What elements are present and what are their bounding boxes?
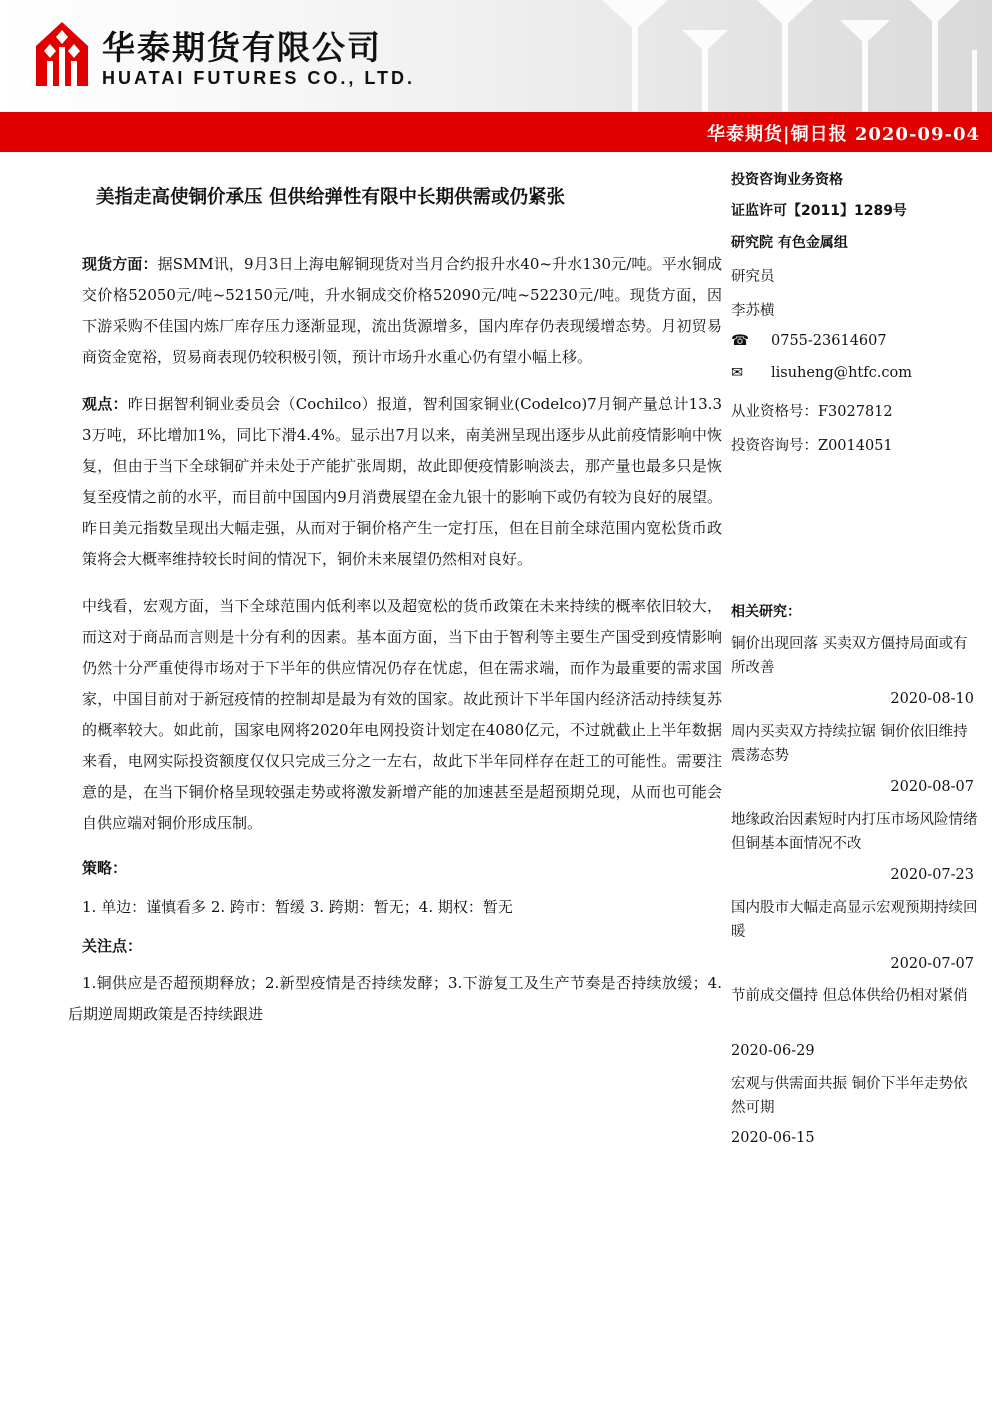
related-item-date: 2020-07-23	[890, 867, 974, 883]
related-item-title[interactable]: 国内股市大幅走高显示宏观预期持续回暖	[731, 900, 978, 940]
view-paragraph	[82, 389, 722, 575]
company-name-cn: 华泰期货有限公司	[102, 28, 382, 67]
related-heading: 相关研究：	[731, 604, 801, 620]
related-item-date: 2020-08-07	[890, 779, 974, 795]
report-tag: 华泰期货|铜日报 2020-09-04	[707, 124, 980, 145]
phone-number: 0755-23614607	[771, 333, 887, 349]
report-title: 美指走高使铜价承压 但供给弹性有限中长期供需或仍紧张	[96, 187, 565, 208]
spot-text: 据SMM讯，9月3日上海电解铜现货对当月合约报升水40~升水130元/吨。平水铜成交价格52050元/吨~52150元/吨，升水铜成交价格52090元/吨~52230元/吨。现货方面，因下游采购不佳国内炼厂库存压力逐渐显现，流出货源增多，国内库存仍表现缓增态势。月初贸易商资金宽裕，贸易商表现仍较积极引领，预计市场升水重心仍有望小幅上移。	[82, 255, 722, 366]
company-name-en: HUATAI FUTURES CO., LTD.	[102, 68, 415, 88]
related-item-title[interactable]: 宏观与供需面共振 铜价下半年走势依然可期	[731, 1076, 968, 1116]
related-item-title[interactable]: 节前成交僵持 但总体供给仍相对紧俏	[731, 988, 968, 1004]
related-item-title[interactable]: 铜价出现回落 买卖双方僵持局面或有所改善	[731, 636, 968, 676]
institute: 研究院 有色金属组	[731, 235, 848, 251]
qualification: 投资咨询业务资格	[731, 172, 843, 188]
mid-text: 中线看，宏观方面，当下全球范围内低利率以及超宽松的货币政策在未来持续的概率依旧较大，而这对于商品而言则是十分有利的因素。基本面方面，当下由于智利等主要生产国受到疫情影响仍然十分严重使得市场对于下半年的供应情况仍存在忧虑，但在需求端，而作为最重要的需求国家，中国目前对于新冠疫情的控制却是最为有效的国家。故此预计下半年国内经济活动持续复苏的概率较大。如此前，国家电网将2020年电网投资计划定在4080亿元，不过就截止上半年数据来看，电网实际投资额度仅仅只完成三分之一左右，故此下半年同样存在赶工的可能性。需要注意的是，在当下铜价格呈现较强走势或将激发新增产能的加速甚至是超预期兑现，从而也可能会自供应端对铜价形成压制。	[82, 597, 722, 832]
spot-lead: 现货方面：	[82, 255, 158, 273]
view-text: 昨日据智利铜业委员会（Cochilco）报道，智利国家铜业(Codelco)7月铜产量总计13.33万吨，环比增加1%，同比下滑4.4%。显示出7月以来，南美洲呈现出逐步从此前疫情影响中恢复，但由于当下全球铜矿并未处于产能扩张周期，故此即便疫情影响淡去，那产量也最多只是恢复至疫情之前的水平，而目前中国国内9月消费展望在金九银十的影响下或仍有较为良好的展望。昨日美元指数呈现出大幅走强，从而对于铜价格产生一定打压，但在目前全球范围内宽松货币政策将会大概率维持较长时间的情况下，铜价未来展望仍然相对良好。	[82, 395, 722, 568]
email-row	[731, 365, 912, 381]
strategy-text: 1. 单边：谨慎看多 2. 跨市：暂缓 3. 跨期：暂无；4. 期权：暂无	[82, 898, 513, 916]
license: 证监许可【2011】1289号	[731, 203, 907, 219]
envelope-icon: ✉	[731, 365, 744, 381]
strategy-heading: 策略：	[82, 859, 128, 877]
practice-number: 从业资格号：F3027812	[731, 404, 893, 420]
header-decoration	[572, 0, 992, 112]
huatai-logo-icon	[34, 20, 90, 88]
report-tag-bar	[0, 112, 992, 152]
related-item-date: 2020-06-29	[731, 1043, 815, 1059]
related-item-title[interactable]: 周内买卖双方持续拉锯 铜价依旧维持震荡态势	[731, 724, 968, 764]
page-header	[0, 0, 992, 112]
analyst-name: 李苏横	[731, 303, 775, 319]
consult-number: 投资咨询号：Z0014051	[731, 438, 893, 454]
main-content	[68, 183, 722, 1030]
focus-heading: 关注点：	[82, 937, 143, 955]
related-item-date: 2020-07-07	[890, 956, 974, 972]
analyst-role: 研究员	[731, 269, 775, 285]
phone-icon: ☎	[731, 333, 750, 349]
mid-paragraph	[82, 591, 722, 839]
related-item-date: 2020-08-10	[890, 691, 974, 707]
phone-row	[731, 333, 887, 349]
spot-paragraph	[82, 249, 722, 373]
related-item-date: 2020-06-15	[731, 1130, 815, 1146]
email-address[interactable]: lisuheng@htfc.com	[771, 365, 912, 381]
view-lead: 观点：	[82, 395, 128, 413]
related-item-title[interactable]: 地缘政治因素短时内打压市场风险情绪 但铜基本面情况不改	[731, 812, 978, 852]
focus-text: 1.铜供应是否超预期释放；2.新型疫情是否持续发酵；3.下游复工及生产节奏是否持续放缓；4. 后期逆周期政策是否持续跟进	[68, 974, 722, 1023]
